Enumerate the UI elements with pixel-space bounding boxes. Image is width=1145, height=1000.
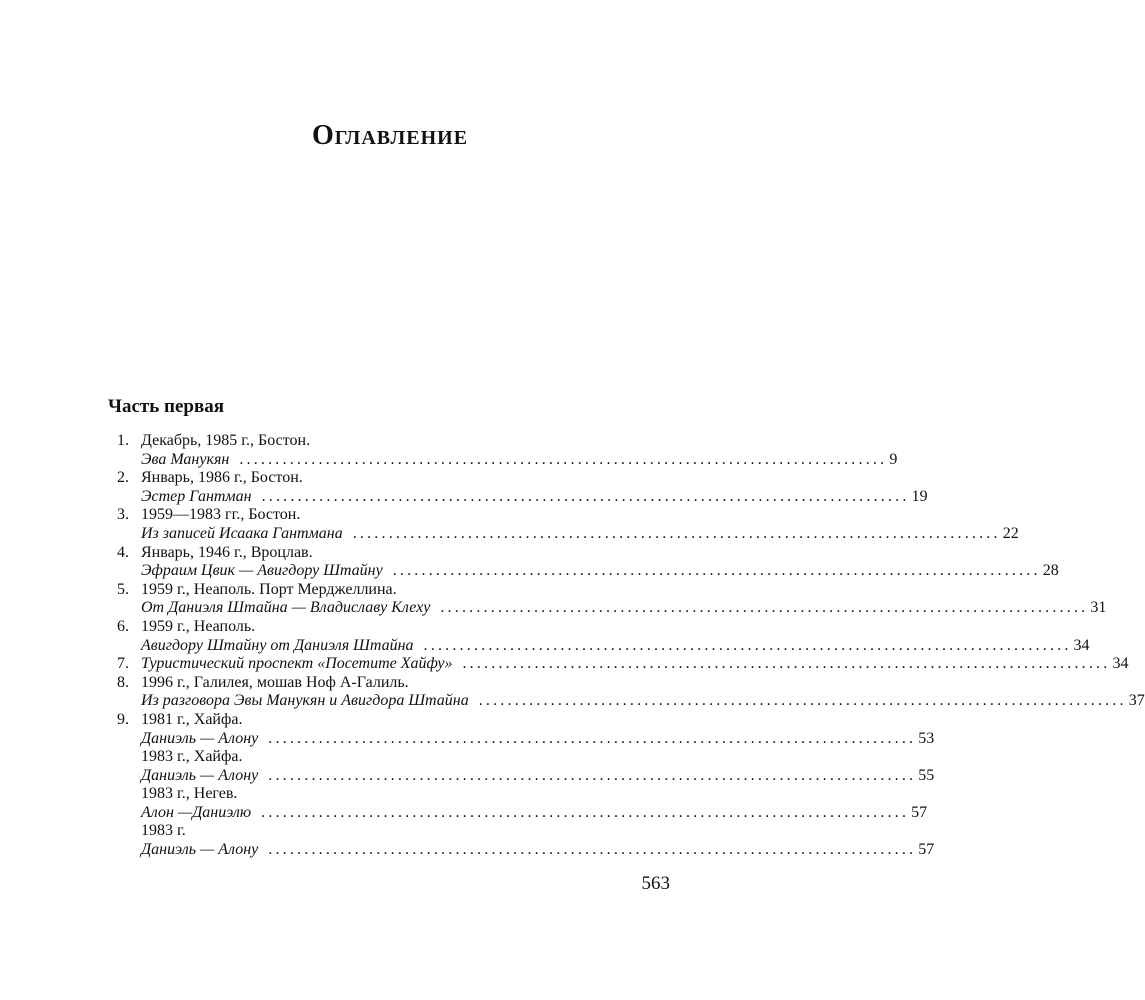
toc-entry[interactable] xyxy=(117,655,1129,674)
toc-entry[interactable] xyxy=(117,580,1107,618)
toc-entry-heading: 1983 г., Хайфа. xyxy=(141,748,243,766)
toc-leader-dots: .......................................................................................... xyxy=(239,450,888,468)
toc-entry-number: 8. xyxy=(117,673,129,691)
toc-entry-heading: 1983 г. xyxy=(141,822,186,840)
toc-entry[interactable] xyxy=(117,710,935,748)
toc-entry-number: 1. xyxy=(117,432,129,449)
toc-entry[interactable] xyxy=(117,617,1090,655)
toc-entry-number: 5. xyxy=(117,580,129,598)
toc-entry-heading: 1959—1983 гг., Бостон. xyxy=(141,506,301,524)
toc-entry-page: 53 xyxy=(918,729,935,747)
toc-entry[interactable] xyxy=(117,543,1059,581)
toc-leader-dots: .......................................................................................... xyxy=(392,562,1041,580)
toc-leader-dots: .......................................................................................... xyxy=(268,841,917,859)
toc-entry[interactable] xyxy=(117,432,898,469)
toc-leader-dots: .......................................................................................... xyxy=(261,803,910,821)
toc-entry-number: 9. xyxy=(117,710,129,728)
toc-entry-page: 55 xyxy=(918,766,935,784)
toc-entry-number: 7. xyxy=(117,655,129,673)
toc-leader-dots: .......................................................................................... xyxy=(268,766,917,784)
toc-entry[interactable] xyxy=(117,469,928,506)
toc-entry-number: 3. xyxy=(117,506,129,524)
toc-entry-author: Эфраим Цвик — Авигдору Штайну xyxy=(141,562,383,580)
toc-entry-number: 6. xyxy=(117,617,129,635)
toc-entry-page: 28 xyxy=(1042,562,1059,580)
page-number: 563 xyxy=(641,873,670,894)
toc-entry-page: 57 xyxy=(911,803,928,821)
toc-entry-author: Авигдору Штайну от Даниэля Штайна xyxy=(141,636,414,654)
toc-leader-dots: .......................................................................................... xyxy=(352,524,1001,542)
toc-entry[interactable] xyxy=(117,673,1145,711)
toc-leader-dots: .......................................................................................... xyxy=(440,599,1089,617)
toc-entry-heading: Декабрь, 1985 г., Бостон. xyxy=(141,432,311,449)
toc-entry-author: Даниэль — Алону xyxy=(141,766,259,784)
toc-leader-dots: .......................................................................................... xyxy=(478,692,1127,710)
toc-entry[interactable] xyxy=(117,822,935,859)
toc-entry[interactable] xyxy=(117,506,1019,543)
table-of-contents xyxy=(117,432,1145,860)
toc-entry-page: 31 xyxy=(1090,599,1107,617)
toc-entry-author: Даниэль — Алону xyxy=(141,729,259,747)
toc-entry-heading: Январь, 1986 г., Бостон. xyxy=(141,469,303,487)
toc-entry-page: 57 xyxy=(918,841,935,859)
toc-entry-author: Эва Манукян xyxy=(141,450,230,468)
toc-entry[interactable] xyxy=(117,748,935,785)
toc-entry[interactable] xyxy=(117,785,928,822)
toc-entry-number: 2. xyxy=(117,469,129,487)
toc-entry-author: Эстер Гантман xyxy=(141,487,252,505)
toc-entry-heading: 1959 г., Неаполь. xyxy=(141,617,256,635)
toc-entry-author: Из записей Исаака Гантмана xyxy=(141,524,343,542)
toc-entry-author: Даниэль — Алону xyxy=(141,841,259,859)
toc-entry-heading: 1959 г., Неаполь. Порт Мерджеллина. xyxy=(141,580,397,598)
page-title: Оглавление xyxy=(311,120,469,151)
toc-leader-dots: .......................................................................................... xyxy=(423,636,1072,654)
toc-leader-dots: .......................................................................................... xyxy=(261,487,910,505)
toc-entry-page: 37 xyxy=(1128,692,1145,710)
toc-entry-number: 4. xyxy=(117,543,129,561)
toc-entry-page: 34 xyxy=(1073,636,1090,654)
toc-entry-author: От Даниэля Штайна — Владиславу Клеху xyxy=(141,599,431,617)
toc-leader-dots: .......................................................................................... xyxy=(462,655,1111,673)
toc-entry-page: 22 xyxy=(1002,524,1019,542)
part-title: Часть первая xyxy=(108,396,224,417)
toc-entry-page: 9 xyxy=(889,450,898,468)
toc-entry-heading: 1996 г., Галилея, мошав Ноф А-Галиль. xyxy=(141,673,409,691)
toc-entry-heading: 1981 г., Хайфа. xyxy=(141,710,243,728)
toc-entry-author: Алон —Даниэлю xyxy=(141,803,252,821)
toc-entry-heading: 1983 г., Негев. xyxy=(141,785,238,803)
toc-entry-page: 34 xyxy=(1112,655,1129,673)
toc-entry-page: 19 xyxy=(911,487,928,505)
toc-leader-dots: .......................................................................................... xyxy=(268,729,917,747)
toc-entry-author: Из разговора Эвы Манукян и Авигдора Штайна xyxy=(141,692,469,710)
toc-entry-author: Туристический проспект «Посетите Хайфу» xyxy=(141,655,453,673)
toc-entry-heading: Январь, 1946 г., Вроцлав. xyxy=(141,543,313,561)
